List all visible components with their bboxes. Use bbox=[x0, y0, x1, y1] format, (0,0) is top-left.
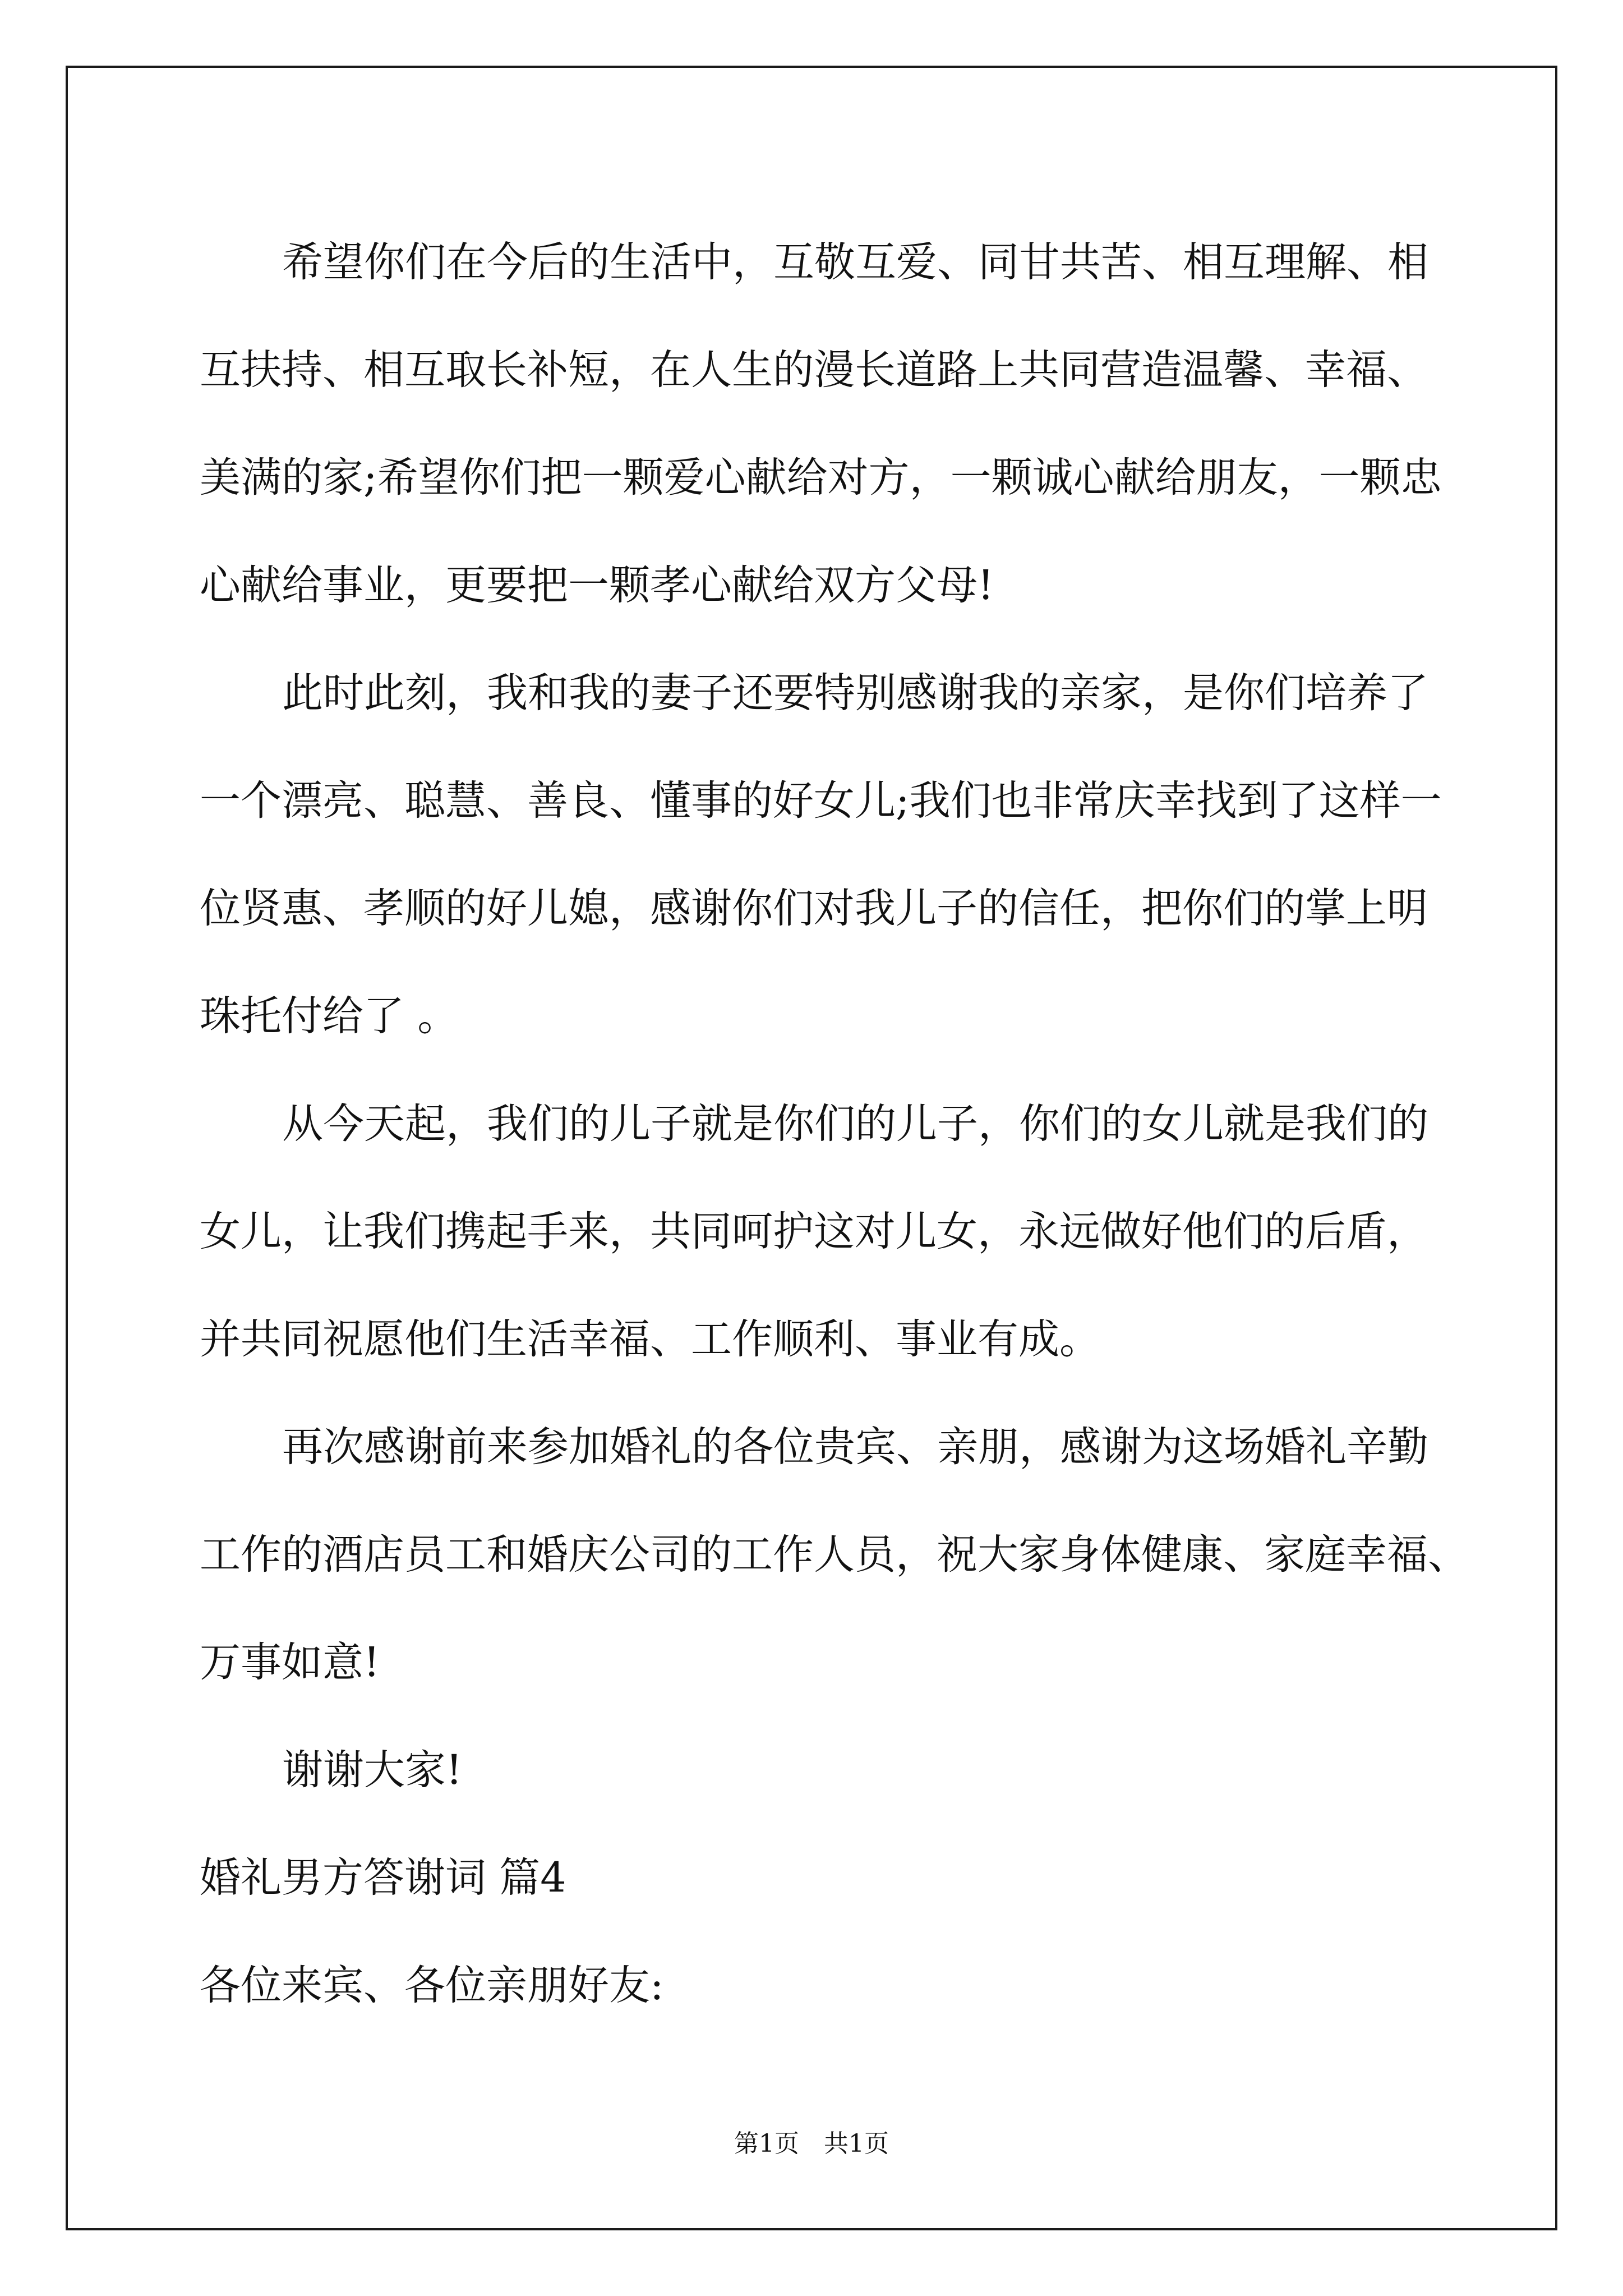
text-line: 珠托付给了 。 bbox=[200, 992, 459, 1040]
text-line: 互扶持、相互取长补短，在人生的漫长道路上共同营造温馨、幸福、 bbox=[200, 346, 1428, 394]
text-line: 心献给事业，更要把一颗孝心献给双方父母! bbox=[200, 562, 994, 609]
section-heading bbox=[200, 1824, 1490, 1932]
paragraph-2 bbox=[200, 639, 1490, 1070]
document-body bbox=[200, 209, 1490, 2040]
text-line: 希望你们在今后的生活中，互敬互爱、同甘共苦、相互理解、相 bbox=[282, 238, 1428, 286]
page-number: 第1页 bbox=[734, 2129, 799, 2158]
text-line: 美满的家;希望你们把一颗爱心献给对方，一颗诚心献给朋友，一颗忠 bbox=[200, 454, 1442, 501]
text-line: 工作的酒店员工和婚庆公司的工作人员，祝大家身体健康、家庭幸福、 bbox=[200, 1531, 1469, 1579]
text-line: 女儿，让我们携起手来，共同呵护这对儿女，永远做好他们的后盾， bbox=[200, 1208, 1428, 1255]
salutation bbox=[200, 1932, 1490, 2040]
page-footer bbox=[0, 2123, 1623, 2159]
text-line: 并共同祝愿他们生活幸福、工作顺利、事业有成。 bbox=[200, 1315, 1100, 1363]
paragraph-1 bbox=[200, 209, 1490, 639]
text-line: 万事如意! bbox=[200, 1639, 380, 1686]
text-line: 谢谢大家! bbox=[282, 1746, 463, 1794]
paragraph-3 bbox=[200, 1070, 1490, 1393]
text-line: 再次感谢前来参加婚礼的各位贵宾、亲朋，感谢为这场婚礼辛勤 bbox=[282, 1423, 1428, 1471]
salutation-text: 各位来宾、各位亲朋好友: bbox=[200, 1962, 664, 2009]
text-line: 位贤惠、孝顺的好儿媳，感谢你们对我儿子的信任，把你们的掌上明 bbox=[200, 885, 1428, 932]
paragraph-4 bbox=[200, 1393, 1490, 1717]
page-total: 共1页 bbox=[824, 2129, 889, 2158]
paragraph-thanks bbox=[200, 1717, 1490, 1824]
heading-text: 婚礼男方答谢词 篇4 bbox=[200, 1854, 566, 1902]
text-line: 此时此刻，我和我的妻子还要特别感谢我的亲家，是你们培养了 bbox=[282, 669, 1428, 717]
text-line: 一个漂亮、聪慧、善良、懂事的好女儿;我们也非常庆幸找到了这样一 bbox=[200, 777, 1442, 825]
text-line: 从今天起，我们的儿子就是你们的儿子，你们的女儿就是我们的 bbox=[282, 1100, 1428, 1148]
